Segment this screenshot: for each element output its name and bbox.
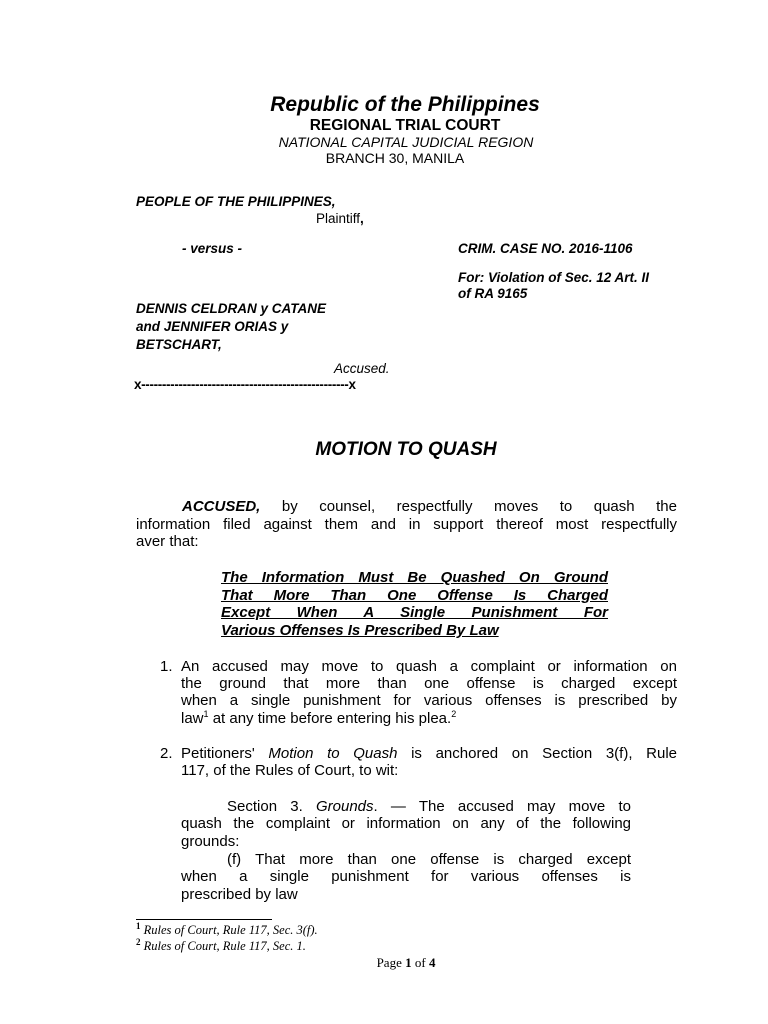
footnote-ref-2[interactable]: 2 [451, 709, 457, 719]
quote-f-line-3: prescribed by law [181, 886, 298, 903]
quote-line-1 [227, 798, 631, 816]
intro-line-2: information filed against them and in support thereof most respectfully [136, 516, 677, 533]
para-2-line-1 [181, 745, 677, 763]
footnote-2-number: 2 [136, 936, 141, 947]
intro-line-3: aver that: [136, 533, 199, 550]
para-1-line-2: the ground that more than one offense is charged except [181, 675, 677, 692]
page-word: Page [376, 955, 406, 970]
accused-line-2: and JENNIFER ORIAS y [136, 319, 289, 334]
branch: BRANCH 30, MANILA [325, 150, 465, 166]
section-heading-line-4: Various Offenses Is Prescribed By Law [221, 622, 499, 639]
para-1-line-3: when a single punishment for various offenses is prescribed by [181, 692, 677, 709]
footnote-1-number: 1 [136, 920, 141, 931]
plaintiff-role-comma: , [360, 211, 364, 226]
quote-f-line-1: (f) That more than one offense is charged except [227, 851, 631, 868]
page-current: 1 [405, 955, 412, 970]
court-name: REGIONAL TRIAL COURT [309, 117, 501, 134]
section-heading-line-1: The Information Must Be Quashed On Ground [221, 569, 608, 586]
plaintiff-name: PEOPLE OF THE PHILIPPINES, [136, 194, 336, 209]
judicial-region: NATIONAL CAPITAL JUDICIAL REGION [278, 134, 534, 150]
republic-heading: Republic of the Philippines [270, 93, 540, 116]
document-title: MOTION TO QUASH [315, 439, 497, 460]
quote-line-3: grounds: [181, 833, 240, 850]
footnote-1 [136, 920, 318, 938]
versus: - versus - [182, 241, 243, 256]
accused-line-1: DENNIS CELDRAN y CATANE [136, 301, 327, 316]
para-1-line-4a: law [181, 710, 204, 727]
intro-line-1 [182, 498, 677, 516]
intro-line-1-text: by counsel, respectfully moves to quash the [281, 498, 677, 515]
page-of-word: of [411, 955, 429, 970]
accused-role: Accused. [334, 361, 390, 376]
footnote-ref-1[interactable]: 1 [203, 709, 209, 719]
footnote-1-text: Rules of Court, Rule 117, Sec. 3(f). [143, 923, 318, 937]
para-1-line-4b: at any time before entering his plea. [208, 710, 452, 727]
charge-line-1: For: Violation of Sec. 12 Art. II [458, 270, 650, 285]
para-2-line-2: 117, of the Rules of Court, to wit: [181, 762, 399, 779]
footnote-2-text: Rules of Court, Rule 117, Sec. 1. [143, 939, 306, 953]
para-1-line-4 [181, 710, 456, 728]
quote-grounds: Grounds [315, 798, 374, 815]
para-2-line-1b: is anchored on Section 3(f), Rule [397, 745, 677, 762]
intro-lead: ACCUSED, [182, 498, 261, 515]
para-2-number: 2. [160, 745, 173, 762]
plaintiff-role-label: Plaintiff [316, 211, 361, 226]
plaintiff-role [316, 211, 364, 226]
case-number: CRIM. CASE NO. 2016-1106 [458, 241, 633, 256]
para-2-line-1a: Petitioners' [181, 745, 269, 762]
charge-line-2: of RA 9165 [458, 286, 528, 301]
quote-section: Section 3. [227, 798, 316, 815]
footnote-2 [136, 936, 306, 954]
para-1-line-1: An accused may move to quash a complaint or information on [181, 658, 677, 675]
page-footer [0, 955, 768, 971]
para-2-italic: Motion to Quash [268, 745, 398, 762]
footnote-separator [136, 919, 272, 920]
caption-separator: x--------------------------------------------------x [134, 377, 356, 392]
accused-line-3: BETSCHART, [136, 337, 222, 352]
quote-line-1-rest: . — The accused may move to [373, 798, 631, 815]
quote-line-2: quash the complaint or information on any of the following [181, 815, 631, 832]
section-heading-line-2: That More Than One Offense Is Charged [221, 587, 608, 604]
section-heading-line-3: Except When A Single Punishment For [221, 604, 608, 621]
para-1-number: 1. [160, 658, 173, 675]
page-total: 4 [428, 955, 436, 970]
quote-f-line-2: when a single punishment for various offenses is [181, 868, 631, 885]
